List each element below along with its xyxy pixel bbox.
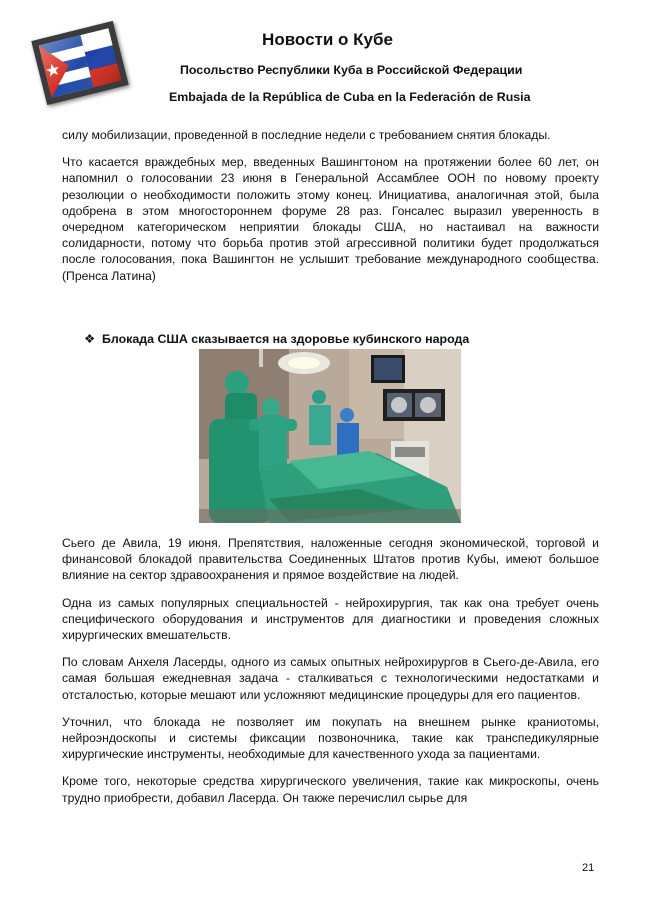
paragraph: Сьего де Авила, 19 июня. Препятствия, наложенные сегодня экономической, торговой и финансовой блокадой правительства Соединенных Штатов против Кубы, имеют большое влияние на сектор здравоохранения и прямое воздействие на людей.	[62, 536, 599, 583]
embassy-name-ru: Посольство Республики Куба в Российской Федерации	[180, 63, 523, 77]
section-heading-text: Блокада США сказывается на здоровье кубинского народа	[102, 332, 470, 346]
paragraph: Кроме того, некоторые средства хирургического увеличения, такие как микроскопы, очень трудно приобрести, добавил Ласерда. Он также перечислил сырье для	[62, 774, 599, 805]
embassy-name-es: Embajada de la República de Cuba en la Federación de Rusia	[169, 90, 531, 104]
paragraph: силу мобилизации, проведенной в последние недели с требованием снятия блокады.	[62, 128, 551, 142]
top-paragraphs	[62, 127, 599, 284]
page-number: 21	[582, 862, 595, 874]
paragraph: Уточнил, что блокада не позволяет им покупать на внешнем рынке краниотомы, нейроэндоскопы и системы фиксации позвоночника, такие как транспедикулярные хирургические инструменты, необходимые для качественного ухода за пациентами.	[62, 714, 599, 762]
bottom-paragraphs	[62, 535, 599, 806]
paragraph: Одна из самых популярных специальностей - нейрохирургия, так как она требует очень специфического оборудования и инструментов для диагностики и проведения сложных хирургических вмешательств.	[62, 595, 599, 643]
paragraph: По словам Анхеля Ласерды, одного из самых опытных нейрохирургов в Сьего-де-Авила, его самая большая ежедневная задача - сталкиваться с технологическими недостатками и отсталостью, которые мешают или усложняют медицинские процедуры для его пациентов.	[62, 655, 599, 702]
bullet-icon: ❖	[84, 332, 96, 346]
page-title: Новости о Кубе	[262, 30, 393, 49]
section-heading	[84, 331, 469, 346]
paragraph: Что касается враждебных мер, введенных Вашингтоном на протяжении более 60 лет, он напомнил о голосовании 23 июня в Генеральной Ассамблее ООН по новому проекту резолюции о необходимости положить этому конец. Инициатива, аналогичная этой, была одобрена в этом многостороннем форуме 28 раз. Гонсалес выразил уверенность в очередном категорическом неприятии блокады США, но настаивал на важности солидарности, потому что борьба против этой агрессивной политики будет продолжаться после голосования, пока Вашингтон не услышит требование международного сообщества. (Пренса Латина)	[62, 155, 599, 283]
surgery-photo	[199, 349, 461, 523]
